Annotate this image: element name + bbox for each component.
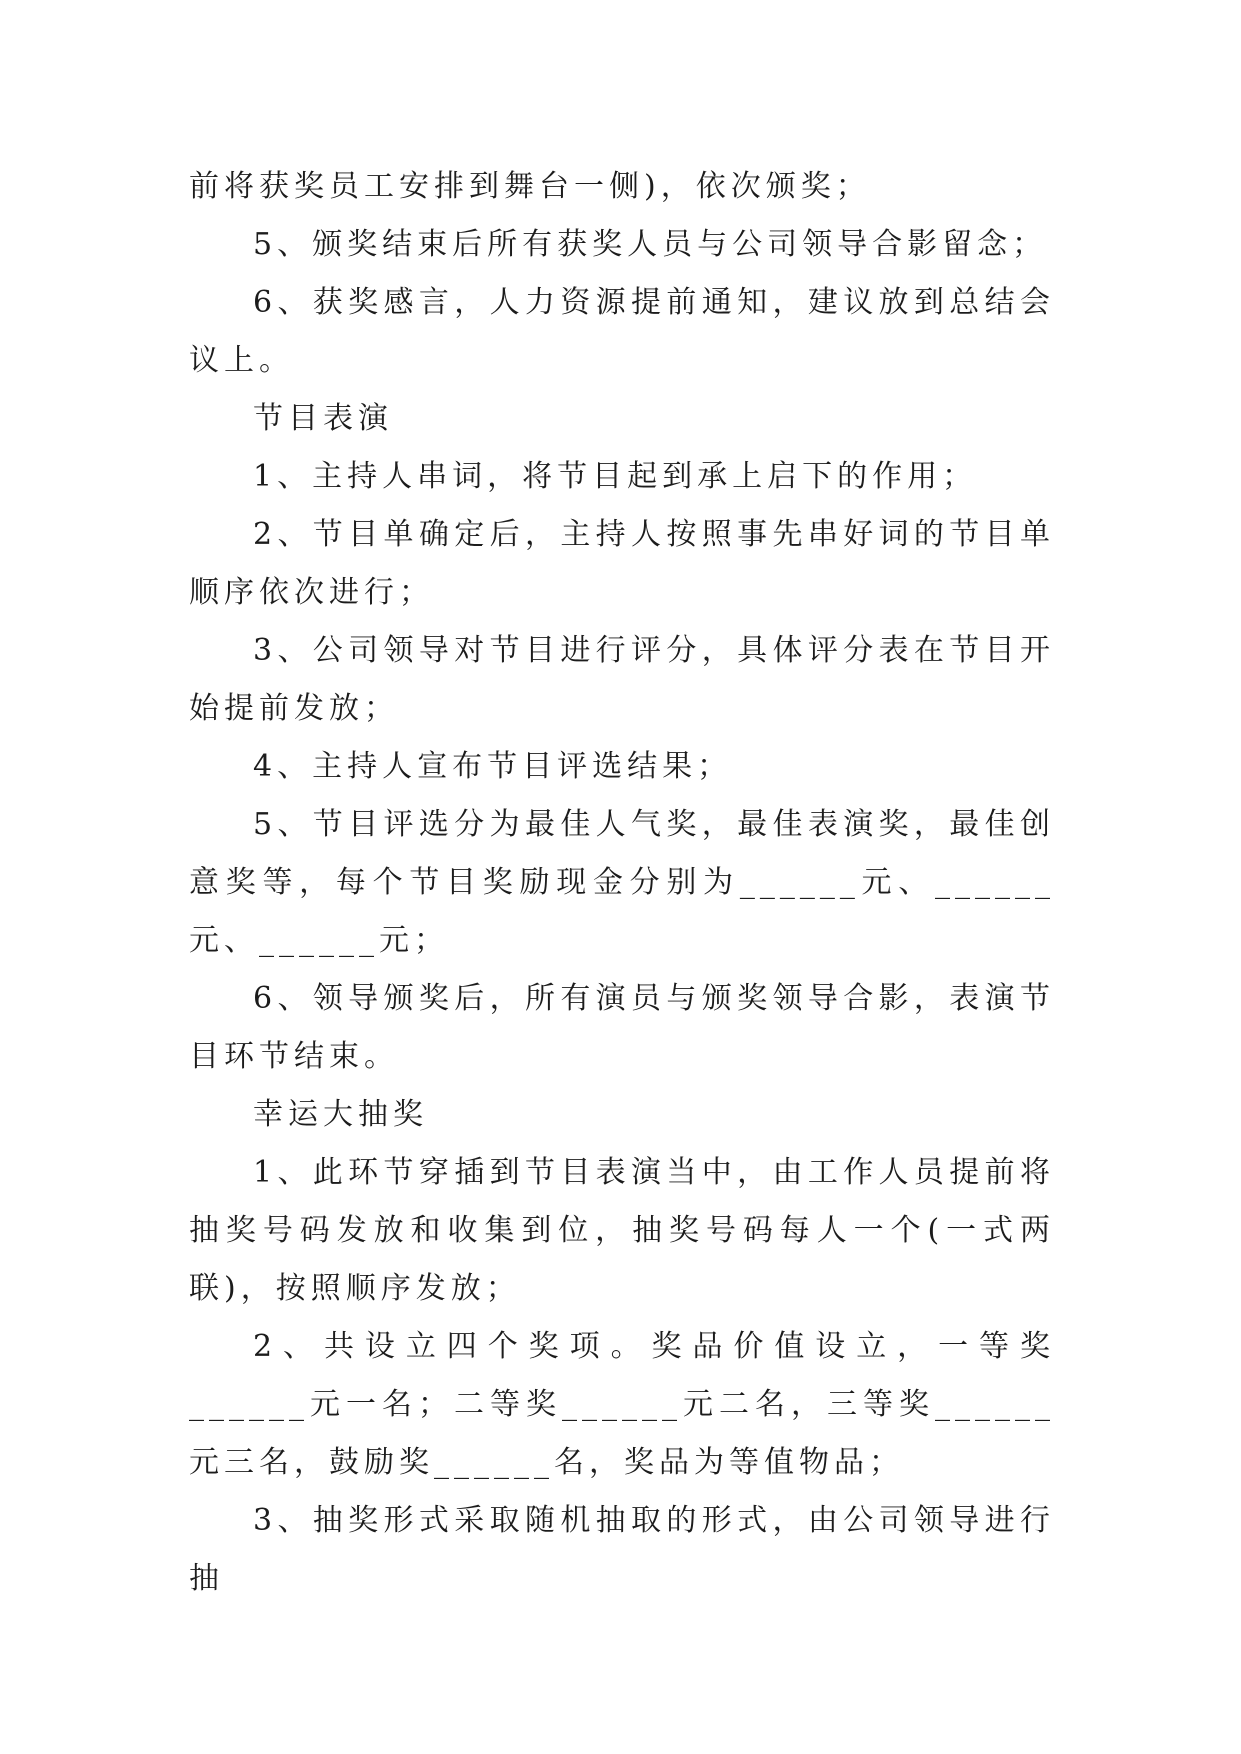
paragraph-item-6-award-speech: 6、获奖感言，人力资源提前通知，建议放到总结会议上。 xyxy=(189,285,1055,378)
paragraph-performance-5: 5、节目评选分为最佳人气奖，最佳表演奖，最佳创意奖等，每个节目奖励现金分别为______元、______元、______元； xyxy=(189,807,1055,958)
section-heading-lottery: 幸运大抽奖 xyxy=(253,1097,428,1132)
section-heading-performance: 节目表演 xyxy=(253,401,393,436)
paragraph-lottery-2: 2、共设立四个奖项。奖品价值设立，一等奖______元一名；二等奖______元二名，三等奖______元三名，鼓励奖______名，奖品为等值物品； xyxy=(189,1329,1055,1480)
paragraph-item-5-award-photo: 5、颁奖结束后所有获奖人员与公司领导合影留念； xyxy=(253,227,1048,262)
document-body xyxy=(189,158,1055,1608)
paragraph-performance-6: 6、领导颁奖后，所有演员与颁奖领导合影，表演节目环节结束。 xyxy=(189,981,1055,1074)
paragraph-performance-2: 2、节目单确定后，主持人按照事先串好词的节目单顺序依次进行； xyxy=(189,517,1055,610)
paragraph-continuation: 前将获奖员工安排到舞台一侧)，依次颁奖； xyxy=(189,169,871,204)
paragraph-lottery-3: 3、抽奖形式采取随机抽取的形式，由公司领导进行抽 xyxy=(189,1503,1055,1596)
paragraph-performance-4: 4、主持人宣布节目评选结果； xyxy=(253,749,733,784)
paragraph-performance-3: 3、公司领导对节目进行评分，具体评分表在节目开始提前发放； xyxy=(189,633,1055,726)
paragraph-lottery-1: 1、此环节穿插到节目表演当中，由工作人员提前将抽奖号码发放和收集到位，抽奖号码每人一个(一式两联)，按照顺序发放； xyxy=(189,1155,1055,1306)
paragraph-performance-1: 1、主持人串词，将节目起到承上启下的作用； xyxy=(253,459,978,494)
